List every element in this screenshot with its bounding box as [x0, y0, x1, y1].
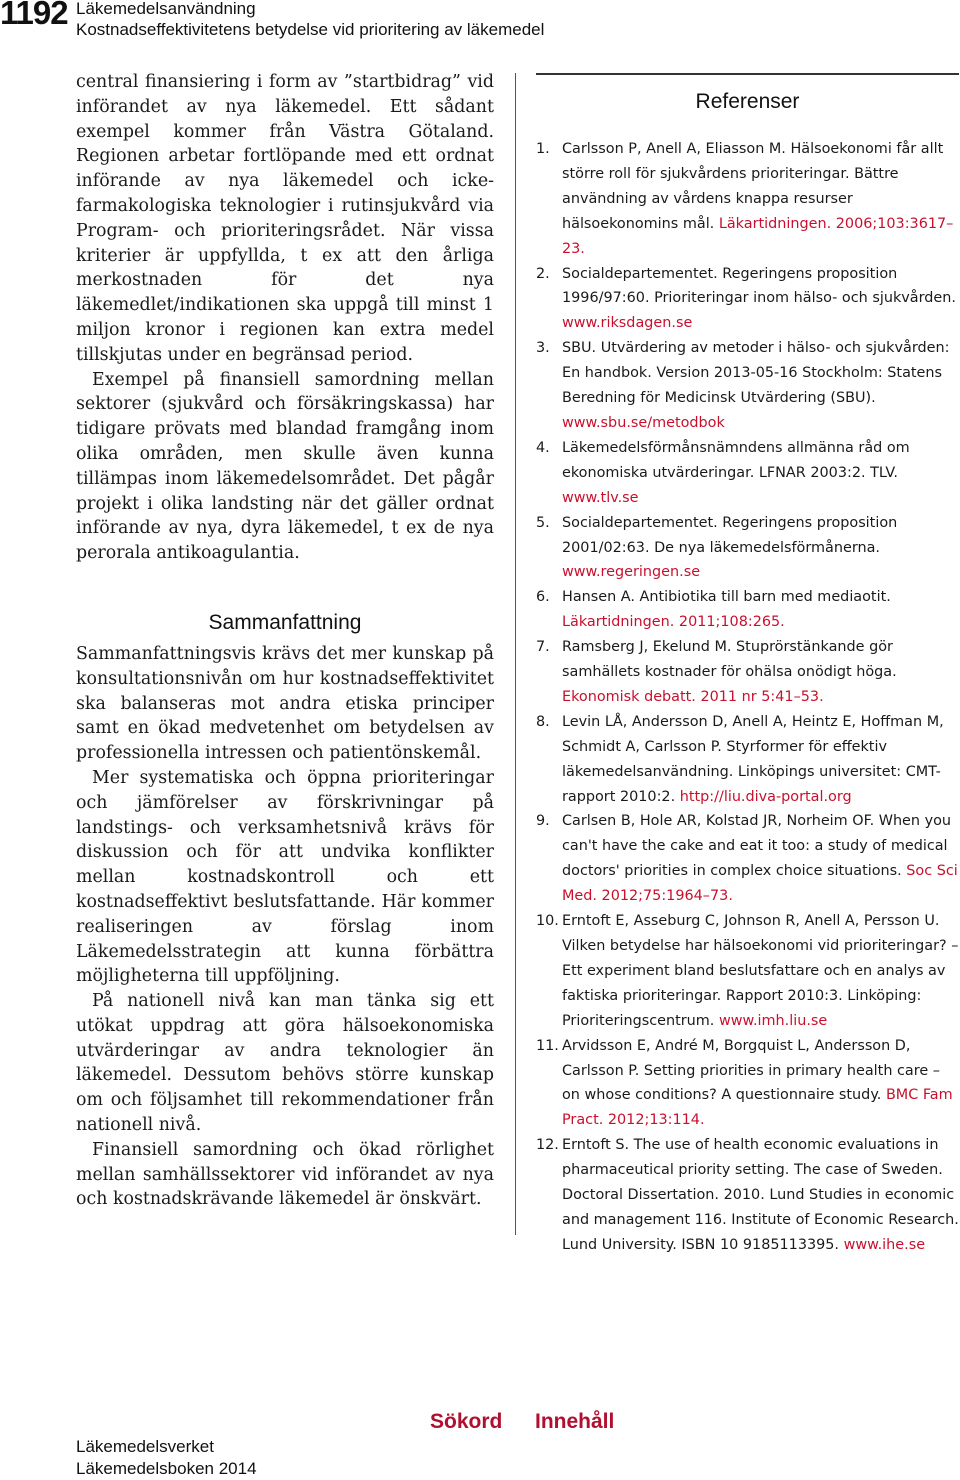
reference-item	[536, 262, 959, 337]
page-number: 1192	[0, 0, 68, 31]
reference-item	[536, 336, 959, 436]
reference-item	[536, 809, 959, 909]
reference-text: Socialdepartementet. Regeringens proposition 1996/97:60. Prioriteringar inom hälso- och sjukvården.	[562, 265, 956, 307]
reference-text: Levin LÅ, Andersson D, Anell A, Heintz E, Hoffman M, Schmidt A, Carlsson P. Styrformer för effektiv läkemedelsanvändning. Linköpings universitet: CMT-rapport 2010:2.	[562, 713, 944, 805]
column-divider	[515, 73, 516, 1235]
body-paragraph: Mer systematiska och öppna prioriteringar och jämförelser av förskrivningar på landstings- och verksamhetsnivå krävs för diskussion och för att undvika konflikter mellan kostnadskontroll och ett kostnadseffektivt beslutsfattande. Här kommer realiseringen av förslag inom Läkemedelsstrategin att kunna förbättra möjligheterna till uppföljning.	[76, 767, 494, 987]
page-header	[0, 0, 960, 50]
body-text-column	[76, 70, 494, 1212]
body-paragraph: Exempel på finansiell samordning mellan sektorer (sjukvård och försäkringskassa) har tidigare prövats med blandad framgång inom olika områden, men skulle även kunna tillämpas inom läkemedelsområdet. Det pågår projekt i olika landsting när det gäller ordnat införande av nya, dyra läkemedel, t ex de nya perorala antikoagulantia.	[76, 369, 494, 564]
reference-link[interactable]: Läkartidningen. 2006;103:3617–23.	[562, 215, 954, 257]
reference-number: 4.	[536, 439, 550, 456]
reference-text: SBU. Utvärdering av metoder i hälso- och sjukvården: En handbok. Version 2013-05-16 Stockholm: Statens Beredning för Medicinsk Utvärdering (SBU).	[562, 340, 950, 407]
reference-item	[536, 909, 959, 1034]
reference-item	[536, 511, 959, 586]
body-paragraph: Finansiell samordning och ökad rörlighet mellan samhällssektorer vid införandet av nya och kostnadskrävande läkemedel är önskvärt.	[76, 1139, 494, 1210]
reference-number: 10.	[536, 913, 559, 930]
reference-text: Socialdepartementet. Regeringens proposition 2001/02:63. De nya läkemedelsförmånerna.	[562, 514, 898, 556]
reference-text: Carlsen B, Hole AR, Kolstad JR, Norheim OF. When you can't have the cake and eat it too: a study of medical doctors' priorities in complex choice situations.	[562, 813, 952, 880]
references-top-rule	[536, 73, 959, 75]
reference-text: Hansen A. Antibiotika till barn med mediaotit.	[562, 589, 891, 606]
reference-item	[536, 635, 959, 710]
chapter-title: Läkemedelsanvändning	[76, 0, 256, 18]
reference-number: 5.	[536, 514, 550, 531]
contents-link[interactable]: Innehåll	[535, 1410, 615, 1433]
reference-number: 2.	[536, 265, 550, 282]
reference-text: Ramsberg J, Ekelund M. Stuprörstänkande gör samhällets kostnader för ohälsa onödigt höga.	[562, 639, 897, 681]
reference-text: Erntoft E, Asseburg C, Johnson R, Anell A, Persson U. Vilken betydelse har hälsoekonomi vid prioriteringar? – Ett experiment bland beslutsfattare och en analys av faktiska prioriteringar. Rapport 2010:3. Linköping: Prioriteringscentrum.	[562, 913, 959, 1029]
reference-link[interactable]: www.regeringen.se	[562, 564, 701, 581]
reference-item	[536, 436, 959, 511]
running-header	[76, 0, 544, 40]
references-section	[536, 73, 959, 1258]
reference-number: 12.	[536, 1137, 559, 1154]
body-paragraph: central finansiering i form av ”startbidrag” vid införandet av nya läkemedel. Ett sådant exempel kommer från Västra Götaland. Regionen arbetar fortlöpande med ett ordnat införande av nya läkemedel och icke-farmakologiska teknologier i rutinsjukvård via Program- och prioriteringsrådet. När vissa kriterier är uppfyllda, t ex att den årliga merkostnaden för det nya läkemedlet/indikationen ska uppgå till minst 1 miljon kronor i regionen kan extra medel tillskjutas under en begränsad period.	[76, 72, 494, 365]
reference-number: 7.	[536, 639, 550, 656]
book-title: Läkemedelsboken 2014	[76, 1459, 257, 1478]
reference-item	[536, 585, 959, 635]
reference-text: Läkemedelsförmånsnämndens allmänna råd om ekonomiska utvärderingar. LFNAR 2003:2. TLV.	[562, 439, 910, 481]
search-terms-link[interactable]: Sökord	[430, 1410, 503, 1433]
chapter-subtitle: Kostnadseffektivitetens betydelse vid prioritering av läkemedel	[76, 20, 545, 39]
reference-item	[536, 1133, 959, 1258]
reference-text: Erntoft S. The use of health economic evaluations in pharmaceutical priority setting. The case of Sweden. Doctoral Dissertation. 2010. Lund Studies in economic and management 116. Institute of Economic Research. Lund University. ISBN 10 9185113395.	[562, 1137, 959, 1253]
reference-number: 11.	[536, 1037, 559, 1054]
publisher-name: Läkemedelsverket	[76, 1437, 214, 1456]
reference-number: 8.	[536, 713, 550, 730]
references-list	[536, 137, 959, 1258]
reference-link[interactable]: Ekonomisk debatt. 2011 nr 5:41–53.	[562, 688, 824, 705]
section-heading: Sammanfattning	[208, 610, 362, 634]
body-paragraph: På nationell nivå kan man tänka sig ett utökat uppdrag att göra hälsoekonomiska utvärderingar av andra teknologier än läkemedel. Dessutom behövs större kunskap om och följsamhet till rekommendationer från nationell nivå.	[76, 991, 494, 1136]
reference-link[interactable]: http://liu.diva-portal.org	[679, 788, 852, 805]
reference-link[interactable]: www.riksdagen.se	[562, 315, 693, 332]
reference-item	[536, 1034, 959, 1134]
reference-text: Carlsson P, Anell A, Eliasson M. Hälsoekonomi får allt större roll för sjukvårdens prioriteringar. Bättre användning av vårdens knappa resurser hälsoekonomins mål.	[562, 141, 944, 232]
reference-link[interactable]: Soc Sci Med. 2012;75:1964–73.	[562, 863, 958, 905]
reference-link[interactable]: Läkartidningen. 2011;108:265.	[562, 614, 785, 631]
reference-number: 9.	[536, 813, 550, 830]
body-paragraph: Sammanfattningsvis krävs det mer kunskap på konsultationsnivån om hur kostnadseffektivitet ska balanseras mot andra etiska principer samt en ökad medvetenhet om betydelsen av professionella intressen och patientönskemål.	[76, 643, 494, 764]
reference-number: 1.	[536, 141, 550, 157]
page-footer	[76, 1436, 257, 1480]
reference-link[interactable]: www.ihe.se	[843, 1236, 926, 1253]
reference-item	[536, 137, 959, 262]
references-heading: Referenser	[695, 90, 800, 113]
reference-number: 6.	[536, 589, 550, 606]
reference-link[interactable]: www.sbu.se/metodbok	[562, 414, 725, 431]
reference-link[interactable]: www.tlv.se	[562, 489, 639, 506]
reference-item	[536, 710, 959, 810]
reference-link[interactable]: BMC Fam Pract. 2012;13:114.	[562, 1087, 953, 1129]
reference-number: 3.	[536, 340, 550, 357]
reference-link[interactable]: www.imh.liu.se	[718, 1012, 828, 1029]
reference-text: Arvidsson E, André M, Borgquist L, Andersson D, Carlsson P. Setting priorities in primary health care – on whose conditions? A questionnaire study.	[562, 1037, 940, 1104]
